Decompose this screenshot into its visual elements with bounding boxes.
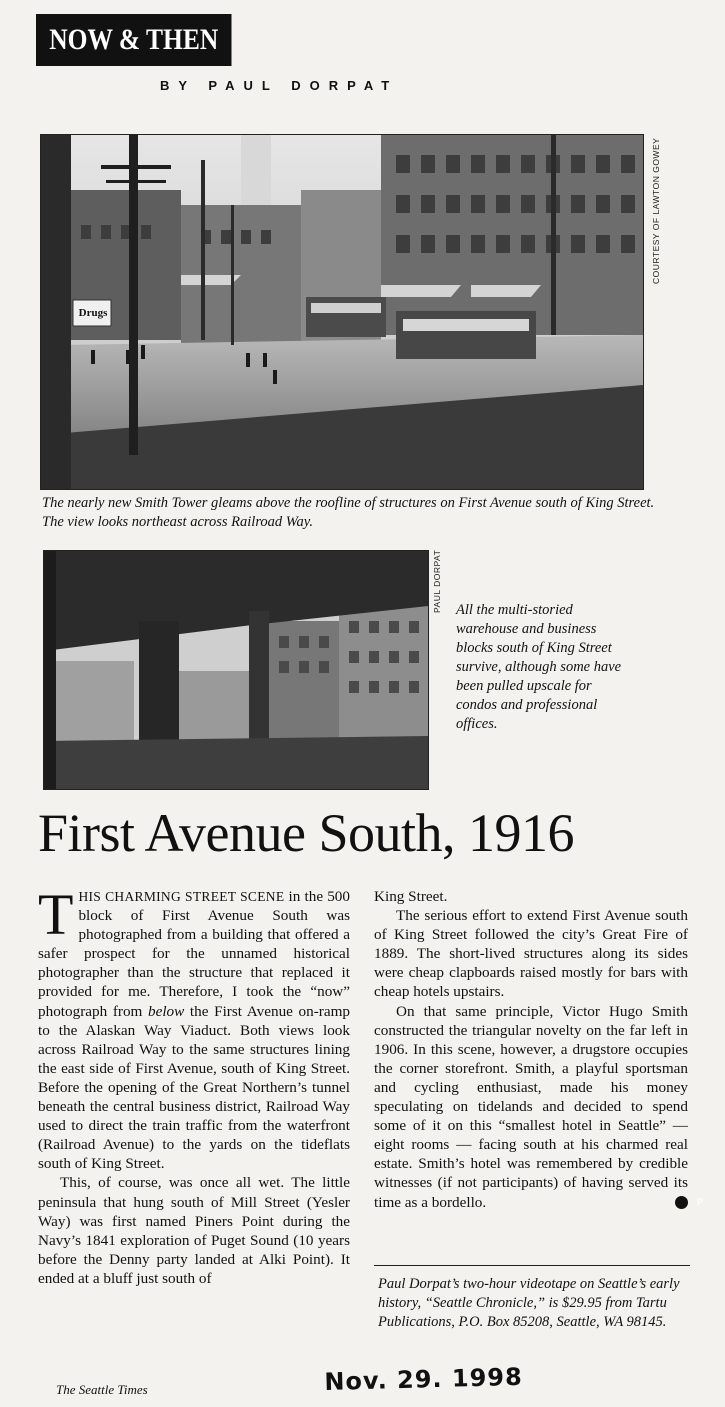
handwritten-date: Nov. 29. 1998 xyxy=(324,1362,524,1396)
lead-in-caps: HIS CHARMING STREET SCENE xyxy=(78,889,285,904)
historic-street-photo-art xyxy=(41,135,643,489)
article-paragraph: This, of course, was once all wet. The little peninsula that hung south of Mill Street (Yesler Way) was first named Piners Point during the Navy’s 1841 exploration of Puget Sound (10 years before the Denny party landed at Alki Point). It ended at a bluff just south of xyxy=(38,1174,350,1287)
article-headline: First Avenue South, 1916 xyxy=(38,803,575,863)
photo-credit-lawton-gowey: COURTESY OF LAWTON GOWEY xyxy=(651,137,661,284)
column-masthead: NOW & THEN xyxy=(36,14,232,66)
drugstore-sign-text: Drugs xyxy=(78,307,108,319)
divider xyxy=(374,1265,690,1266)
photo1-caption: The nearly new Smith Tower gleams above the roofline of structures on First Avenue south of King Street. The view looks northeast across Railroad Way. xyxy=(42,495,655,530)
photo-credit-paul-dorpat: PAUL DORPAT xyxy=(432,549,442,613)
modern-viaduct-photo-art xyxy=(44,551,428,789)
publication-footer: The Seattle Times xyxy=(56,1382,148,1397)
paragraph-text: the First Avenue on-ramp to the Alaskan Way Viaduct. Both views look across Railroad Way to the same structures lining the east side of First Avenue, south of King Street. Before the opening of the Great Northern’s tunnel beneath the central business district, Railroad Way used to direct the train traffic from the waterfront (Railroad Avenue) to the yards on the tideflats south of King Street. xyxy=(38,1002,350,1173)
paragraph-text: On that same principle, Victor Hugo Smith constructed the triangular novelty on the far left in 1906. In this scene, however, a drugstore occupies the corner storefront. Smith, a playful sportsman and cycling enthusiast, made his money speculating on tidelands and decided to spend some of it on this “smallest hotel in Seattle” — eight rooms — facing south at his charmed real estate. Smith’s hotel was remembered by credible witnesses (if not participants) of having served its time as a bordello. xyxy=(374,1002,688,1211)
article-paragraph: King Street. xyxy=(374,888,448,905)
videotape-note: Paul Dorpat’s two-hour videotape on Seattle’s early history, “Seattle Chronicle,” is $29.95 from Tartu Publications, P.O. Box 85208, Seattle, WA 98145. xyxy=(378,1276,680,1330)
historic-street-photo xyxy=(40,134,644,490)
article-column-2 xyxy=(374,887,704,1212)
article-column-1 xyxy=(38,882,350,1288)
article-paragraph xyxy=(374,1002,704,1212)
drop-cap: T xyxy=(38,882,74,947)
article-paragraph: The serious effort to extend First Avenue south of King Street followed the city’s Great Fire of 1889. The short-lived structures along its sides were cheap clapboards raised mostly for bars with cheap hotels upstairs. xyxy=(374,907,688,1001)
emphasis-text: below xyxy=(148,1002,185,1020)
byline: BY PAUL DORPAT xyxy=(160,78,399,93)
paragraph-text: in the 500 block of First Avenue South was photographed from a building that offered a safer prospect for the unnamed historical photographer than the structure that replaced it provided for me. Therefore, I took the “now” photograph from xyxy=(38,888,350,1020)
end-mark-icon: P xyxy=(675,1196,688,1209)
article-paragraph xyxy=(38,882,350,1173)
photo2-caption: All the multi-storied warehouse and business blocks south of King Street survive, although some have been pulled upscale for condos and professional offices. xyxy=(456,602,622,732)
modern-viaduct-photo xyxy=(43,550,429,790)
